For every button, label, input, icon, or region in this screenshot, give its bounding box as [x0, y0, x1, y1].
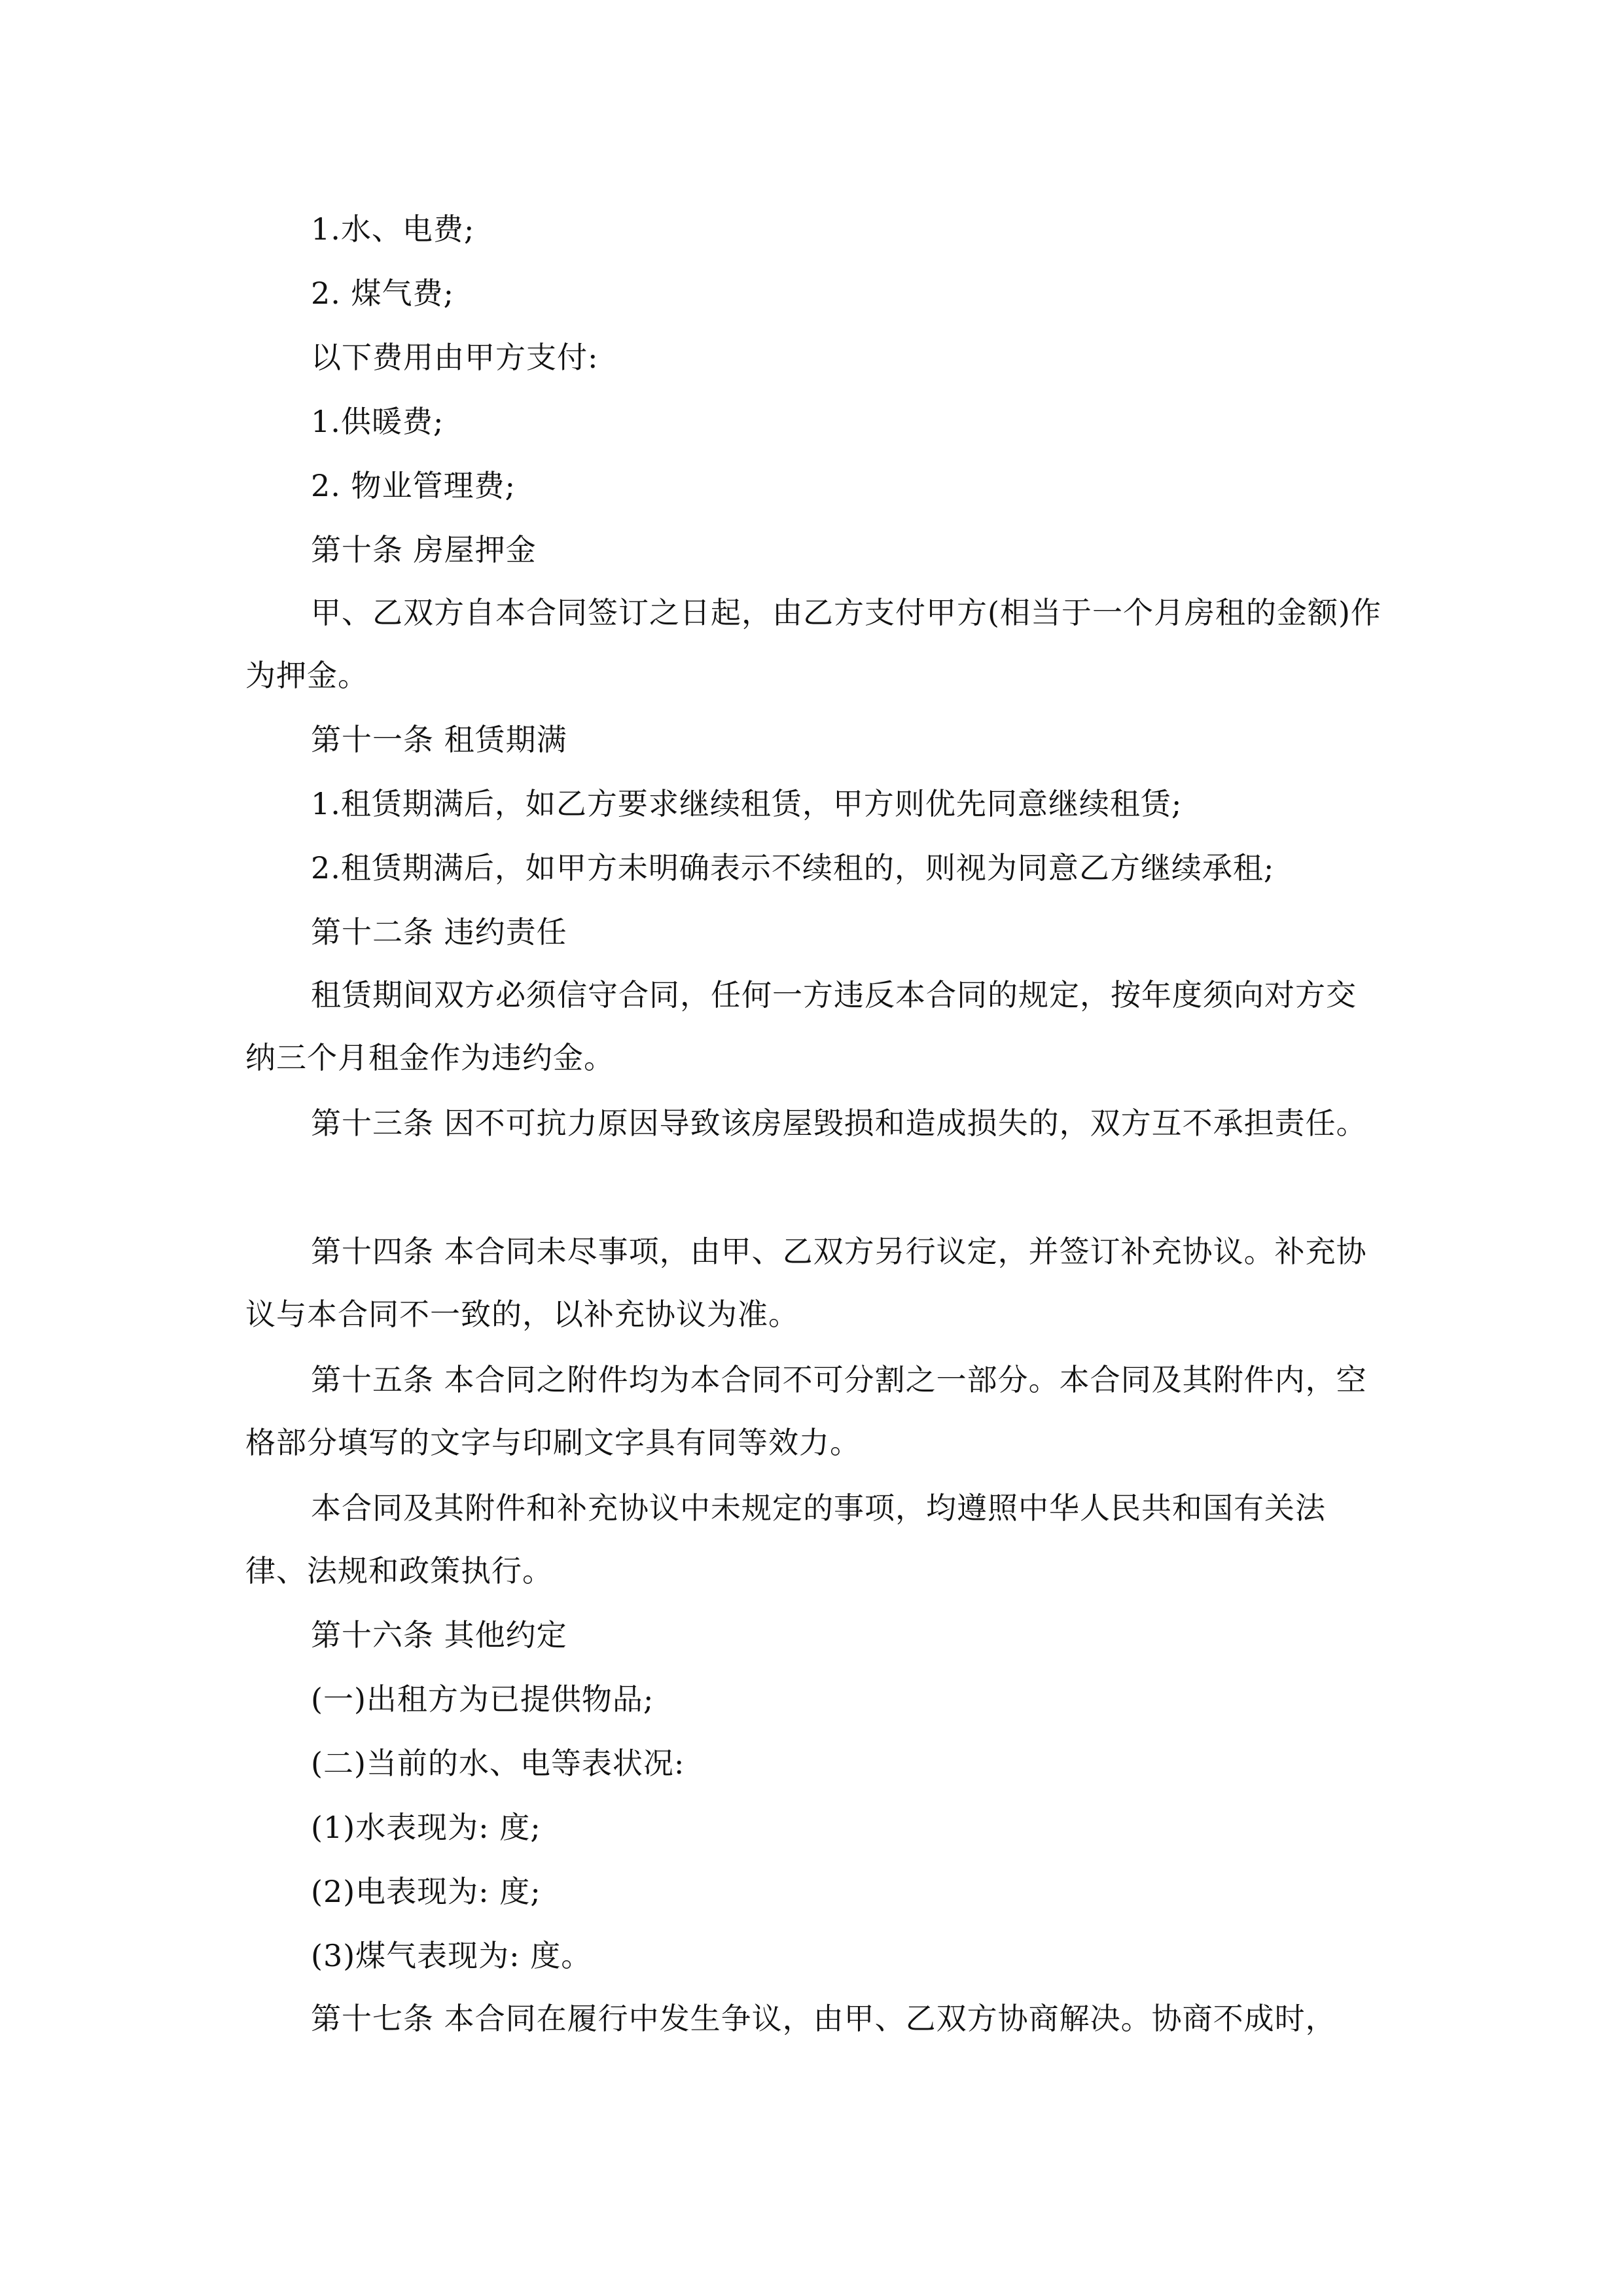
- expiry-clause-2: 2.租赁期满后，如甲方未明确表示不续租的，则视为同意乙方继续承租;: [311, 850, 1275, 886]
- article-15-paragraph: 第十五条 本合同之附件均为本合同不可分割之一部分。本合同及其附件内，空格部分填写的文字与印刷文字具有同等效力。: [245, 1362, 1367, 1460]
- landlord-fees-heading: 以下费用由甲方支付:: [311, 340, 599, 375]
- article-11-heading: 第十一条 租赁期满: [311, 722, 567, 757]
- article-16-heading: 第十六条 其他约定: [311, 1617, 567, 1653]
- fee-item-property-management: 2. 物业管理费;: [311, 468, 516, 503]
- expiry-clause-1: 1.租赁期满后，如乙方要求继续租赁，甲方则优先同意继续租赁;: [311, 786, 1183, 821]
- article-14-paragraph: 第十四条 本合同未尽事项，由甲、乙双方另行议定，并签订补充协议。补充协议与本合同不一致的，以补充协议为准。: [245, 1234, 1367, 1332]
- fee-item-heating: 1.供暖费;: [311, 404, 444, 439]
- fee-item-water-electricity: 1.水、电费;: [311, 211, 475, 247]
- applicable-law-paragraph: 本合同及其附件和补充协议中未规定的事项，均遵照中华人民共和国有关法律、法规和政策执行。: [245, 1490, 1326, 1588]
- fee-item-gas: 2. 煤气费;: [311, 276, 455, 311]
- gas-meter-reading: (3)煤气表现为: 度。: [311, 1938, 592, 1973]
- article-17-paragraph: 第十七条 本合同在履行中发生争议，由甲、乙双方协商解决。协商不成时，: [311, 2001, 1336, 2036]
- other-item-meter-status: (二)当前的水、电等表状况:: [311, 1746, 685, 1781]
- other-item-provided-goods: (一)出租方为已提供物品;: [311, 1681, 654, 1717]
- article-10-heading: 第十条 房屋押金: [311, 532, 537, 567]
- article-12-heading: 第十二条 违约责任: [311, 914, 567, 950]
- deposit-paragraph: 甲、乙双方自本合同签订之日起，由乙方支付甲方(相当于一个月房租的金额)作为押金。: [245, 595, 1382, 693]
- breach-paragraph: 租赁期间双方必须信守合同，任何一方违反本合同的规定，按年度须向对方交纳三个月租金作为违约金。: [245, 977, 1357, 1075]
- water-meter-reading: (1)水表现为: 度;: [311, 1810, 541, 1845]
- article-13-paragraph: 第十三条 因不可抗力原因导致该房屋毁损和造成损失的，双方互不承担责任。: [311, 1105, 1367, 1141]
- electric-meter-reading: (2)电表现为: 度;: [311, 1874, 541, 1909]
